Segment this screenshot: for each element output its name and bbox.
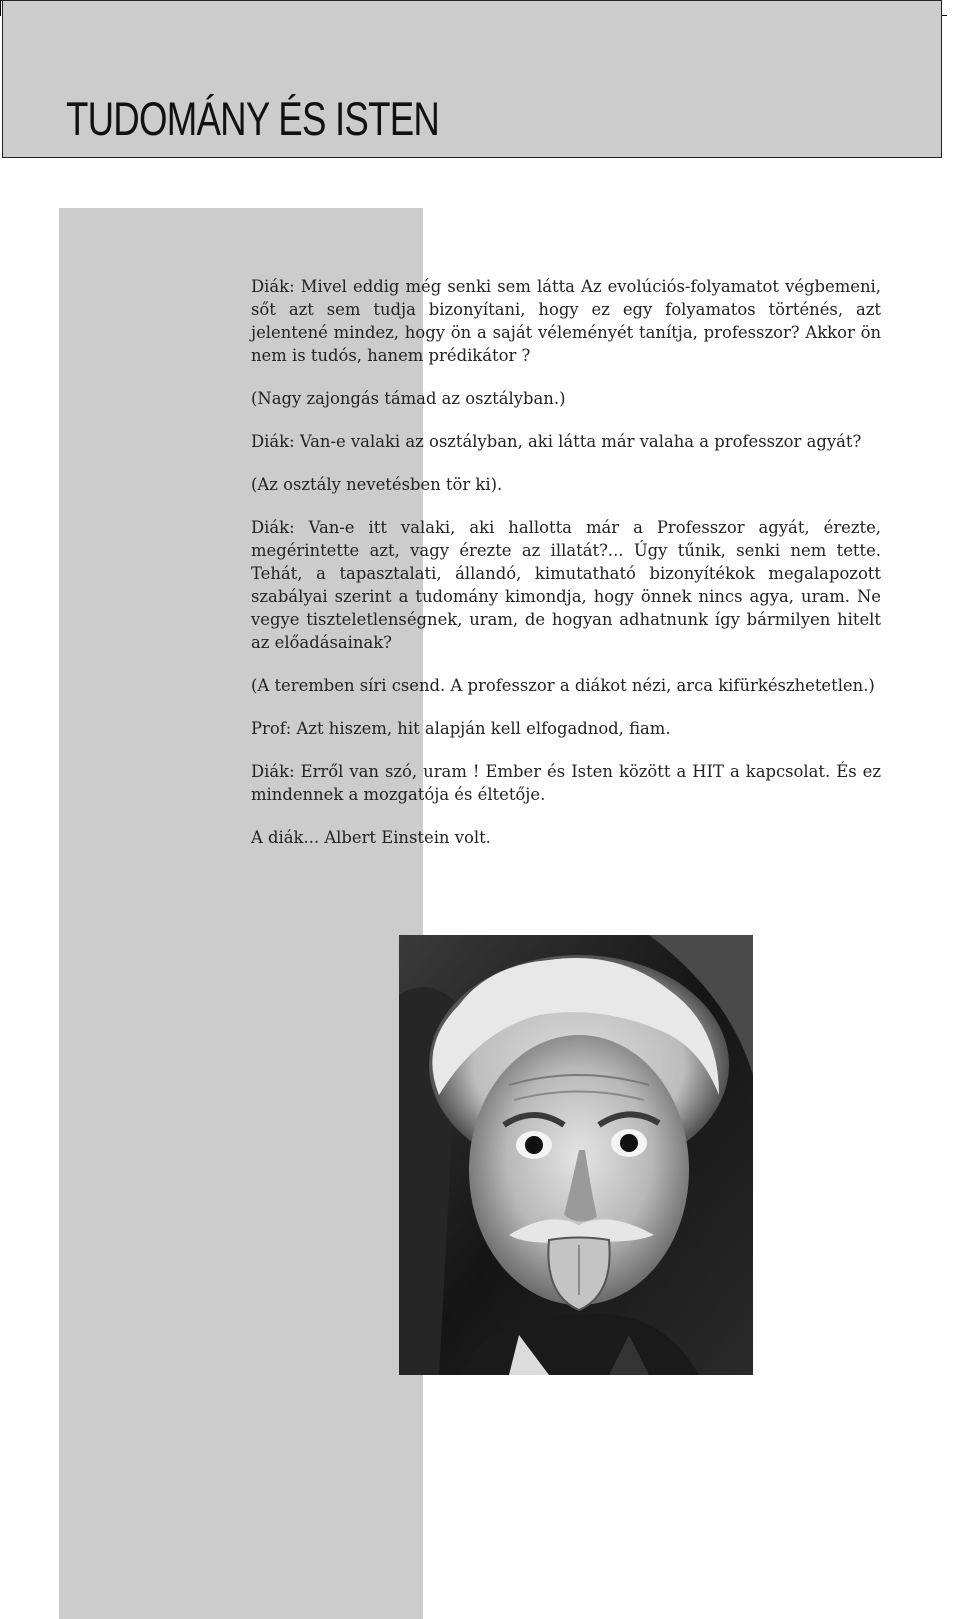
page-title: TUDOMÁNY ÉS ISTEN	[66, 92, 440, 145]
einstein-photo	[399, 935, 753, 1375]
article-body	[251, 275, 881, 869]
crop-mark-icon	[0, 0, 1, 16]
paragraph-8: Diák: Erről van szó, uram ! Ember és Isten között a HIT a kapcsolat. És ez mindennek a mozgatója és éltetője.	[251, 762, 881, 804]
paragraph-4: (Az osztály nevetésben tör ki).	[251, 475, 503, 494]
paragraph-1: Diák: Mivel eddig még senki sem látta Az evolúciós-folyamatot végbemeni, sőt azt sem tudja bizonyítani, hogy ez egy folyamatos történés, azt jelentené mindez, hogy ön a saját véleményét tanítja, professzor? Akkor ön nem is tudós, hanem prédikátor ?	[251, 277, 881, 365]
portrait-image	[399, 935, 753, 1375]
paragraph-7: Prof: Azt hiszem, hit alapján kell elfogadnod, fiam.	[251, 719, 671, 738]
paragraph-5: Diák: Van-e itt valaki, aki hallotta már a Professzor agyát, érezte, megérintette azt, vagy érezte az illatát?... Úgy tűnik, senki nem tette. Tehát, a tapasztalati, állandó, kimutatható bizonyítékok megalapozott szabályai szerint a tudomány kimondja, hogy önnek nincs agya, uram. Ne vegye tiszteletlenségnek, uram, de hogyan adhatnunk így bármilyen hitelt az előadásainak?	[251, 518, 881, 652]
paragraph-6: (A teremben síri csend. A professzor a diákot nézi, arca kifürkészhetetlen.)	[251, 676, 875, 695]
paragraph-3: Diák: Van-e valaki az osztályban, aki látta már valaha a professzor agyát?	[251, 432, 862, 451]
paragraph-2: (Nagy zajongás támad az osztályban.)	[251, 389, 566, 408]
paragraph-9: A diák... Albert Einstein volt.	[251, 828, 491, 847]
